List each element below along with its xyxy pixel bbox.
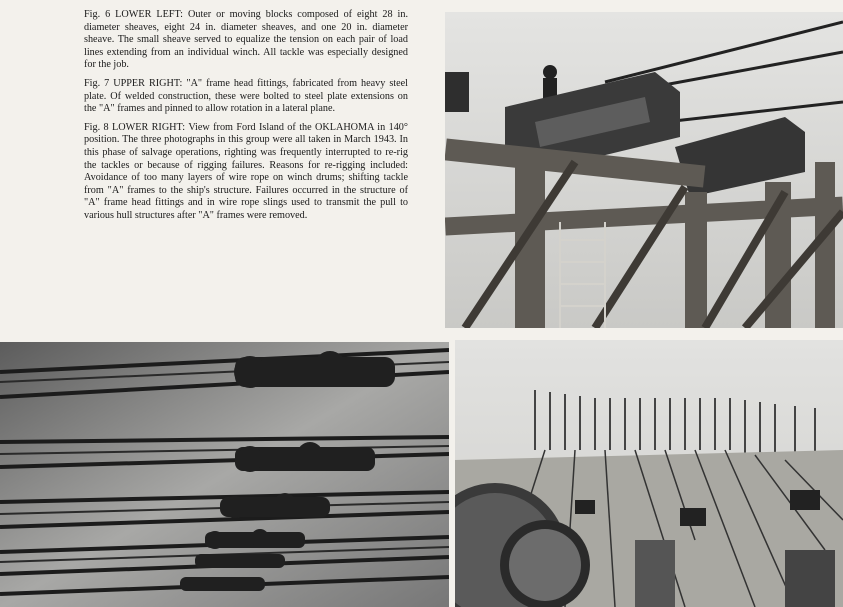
photo-fig8-ford-island-view (455, 340, 843, 607)
photo-fig6-moving-blocks (0, 342, 449, 607)
caption-fig8 (84, 122, 408, 223)
caption-fig7 (84, 78, 408, 116)
caption-fig6 (84, 9, 408, 72)
caption-fig8-text: View from Ford Island of the OKLAHOMA in 140° position. The three photographs in this group were all taken in March 1943. In this phase of salvage operations, righting was frequently interrupted to re-rig the tackles or because of rigging failures. Reasons for re-rigging included: Avoidance of too many layers of wire rope on winch drums; shifting tackle from "A" frames to the ship's structure. Failures occurred in the structure of "A" frame head fittings and in wire rope slings used to transmit the pull to various hull structures after "A" frames were removed. (84, 121, 408, 221)
photo-fig7-a-frame-head-fittings (445, 12, 843, 328)
caption-fig6-text: Outer or moving blocks composed of eight 28 in. diameter sheaves, eight 24 in. diameter sheaves, and one 20 in. diameter sheave. The small sheave served to equalize the tension on each pair of load lines extending from an individual winch. All tackle was especially designed for the job. (84, 9, 409, 71)
caption-fig7-text: "A" frame head fittings, fabricated from heavy steel plate. Of welded construction, these were bolted to steel plate extensions on the "A" frames and pinned to allow rotation in a lateral plane. (84, 77, 409, 115)
caption-fig6-label: Fig. 6 LOWER LEFT: (84, 9, 184, 20)
caption-fig8-label: Fig. 8 LOWER RIGHT: (84, 121, 186, 133)
caption-block (84, 9, 408, 229)
caption-fig7-label: Fig. 7 UPPER RIGHT: (84, 77, 183, 89)
